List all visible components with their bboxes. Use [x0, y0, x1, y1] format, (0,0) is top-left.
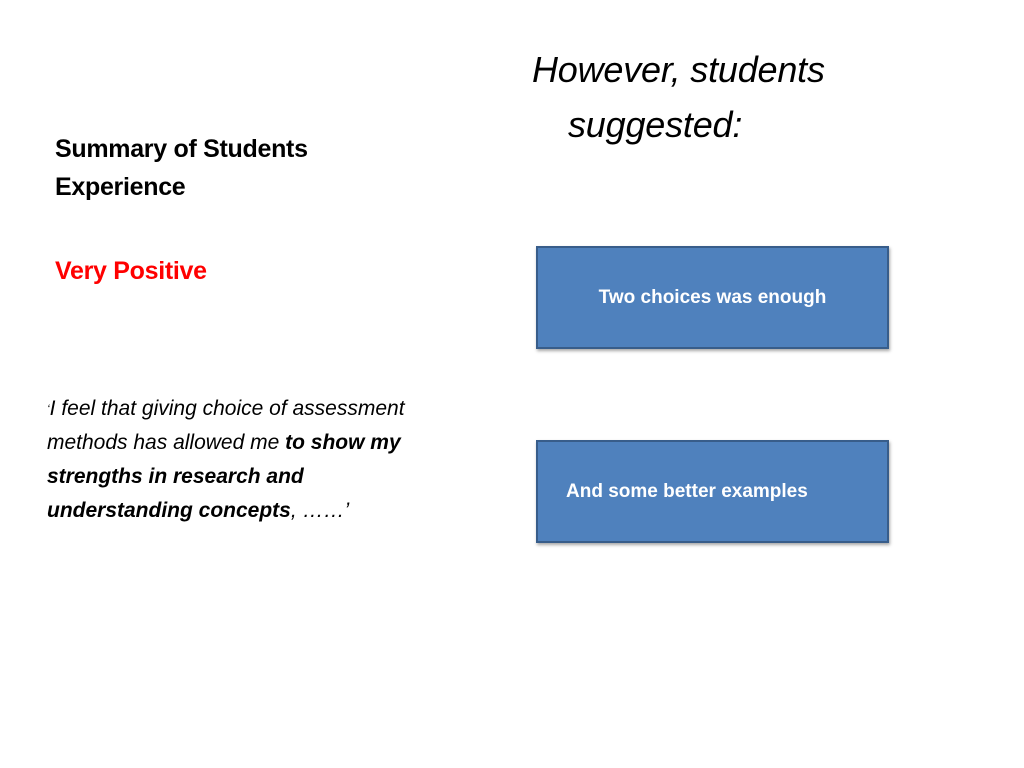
summary-title: [55, 130, 415, 206]
suggestions-heading: [532, 42, 932, 152]
suggestion-box-label: Two choices was enough: [598, 286, 827, 308]
suggestions-heading-line1: However, students: [532, 49, 825, 90]
student-quote: [47, 392, 417, 528]
quote-open-mark: ‘: [47, 402, 50, 416]
rating-label: Very Positive: [55, 257, 207, 285]
suggestion-box-label: And some better examples: [566, 480, 808, 502]
quote-bold-text: to show my strengths in research and understanding concepts: [47, 431, 401, 522]
suggestion-box-better-examples: [536, 440, 889, 543]
quote-closing: , ……’: [290, 499, 350, 522]
quote-italic-text: I feel that giving choice of assessment methods has allowed me: [47, 397, 405, 454]
summary-title-line2: Experience: [55, 173, 186, 201]
summary-title-line1: Summary of Students: [55, 135, 308, 163]
suggestion-box-two-choices: [536, 246, 889, 349]
suggestions-heading-line2: suggested:: [568, 104, 743, 145]
